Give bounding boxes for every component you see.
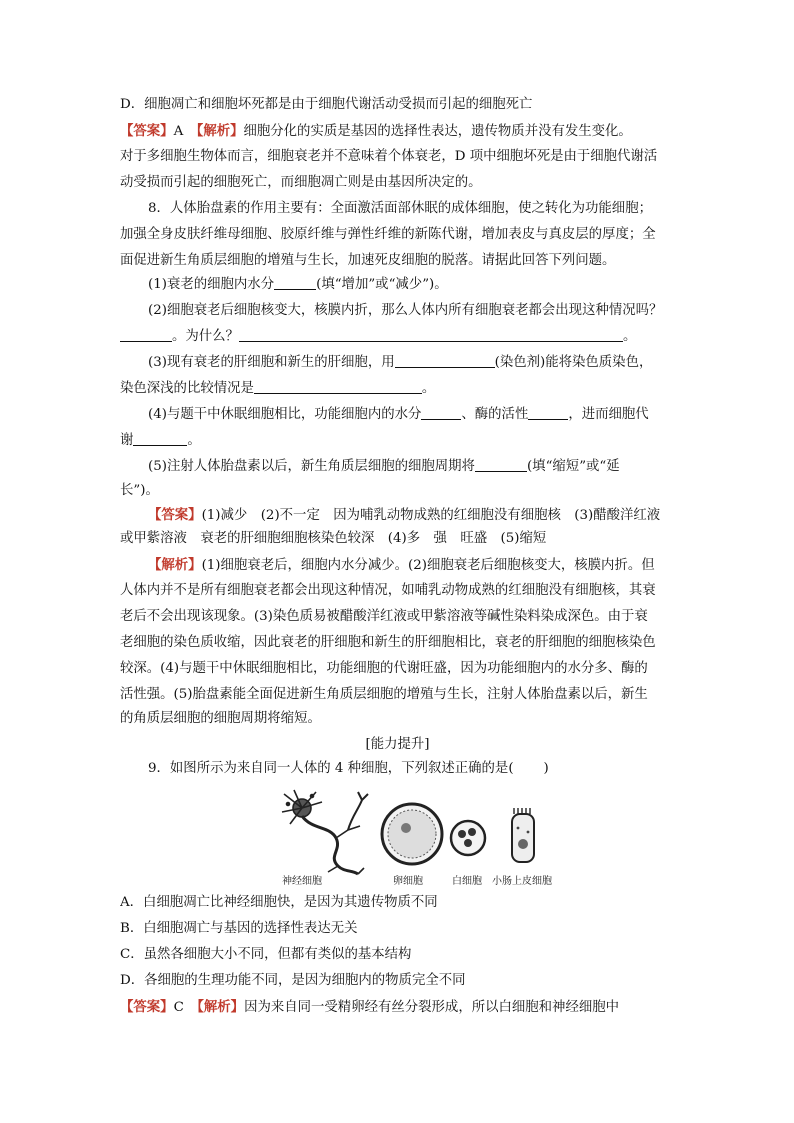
sub-question-5-line-2 <box>120 482 675 500</box>
sub-question-text: ，进而细胞代 <box>568 407 649 422</box>
sub-question-text: (染色剂)能将染色质染色， <box>494 355 653 370</box>
analysis-text: 较深。(4)与题干中休眠细胞相比，功能细胞的代谢旺盛，因为功能细胞内的水分多、酶的 <box>120 661 648 676</box>
cells-figure <box>272 786 562 890</box>
analysis-8-line-2 <box>120 582 675 600</box>
answer-value: C <box>173 1000 198 1015</box>
egg-cell-icon <box>382 804 442 864</box>
sub-question-text: (5)注射人体胎盘素以后，新生角质层细胞的细胞周期将 <box>148 459 475 474</box>
answer-tag: 【答案】 <box>120 123 174 139</box>
sub-question-text: 。 <box>187 433 201 448</box>
analysis-line-3 <box>120 174 675 192</box>
question-8-stem <box>148 200 675 218</box>
answer-tag: 【答案】 <box>148 507 202 523</box>
blank[interactable] <box>528 406 568 420</box>
option-c-text: C．虽然各细胞大小不同，但都有类似的基本结构 <box>120 947 412 962</box>
sub-question-4-line-2 <box>120 432 675 450</box>
option-d-text: D．细胞凋亡和细胞坏死都是由于细胞代谢活动受损而引起的细胞死亡 <box>120 97 533 112</box>
analysis-8-line-5 <box>120 660 675 678</box>
intestinal-epithelial-cell-icon <box>512 808 534 862</box>
option-c[interactable] <box>120 946 675 964</box>
question-text: 面促进新生角质层细胞的增殖与生长，加速死皮细胞的脱落。请据此回答下列问题。 <box>120 253 616 268</box>
cells-illustration <box>272 786 562 876</box>
blank[interactable] <box>133 432 187 446</box>
analysis-text: 老细胞的染色质收缩，因此衰老的肝细胞和新生的肝细胞相比，衰老的肝细胞的细胞核染色 <box>120 635 656 650</box>
blank[interactable] <box>254 380 422 394</box>
analysis-text: 细胞分化的实质是基因的选择性表达，遗传物质并没有发生变化。 <box>243 124 632 139</box>
sub-question-text: (填“缩短”或“延 <box>526 459 620 474</box>
section-heading <box>120 736 675 754</box>
sub-question-3 <box>148 354 675 372</box>
blank[interactable] <box>421 406 461 420</box>
blank[interactable] <box>120 328 172 342</box>
option-d-text: D．各细胞的生理功能不同，是因为细胞内的物质完全不同 <box>120 973 466 988</box>
sub-question-text: 。 <box>622 329 637 344</box>
question-8-stem-3 <box>120 252 675 270</box>
egg-cell-label: 卵细胞 <box>393 876 423 887</box>
sub-question-text: 、酶的活性 <box>461 407 529 422</box>
sub-question-text: 。 <box>421 381 436 396</box>
sub-question-text: 谢 <box>120 433 134 448</box>
blank[interactable] <box>475 458 527 472</box>
sub-question-text: (填“增加”或“减少”)。 <box>316 277 448 292</box>
sub-question-3-line-2 <box>120 380 675 398</box>
option-a[interactable] <box>120 894 675 912</box>
answer-text: 或甲紫溶液 衰老的肝细胞细胞核染色较深 (4)多 强 旺盛 (5)缩短 <box>120 531 547 546</box>
answer-line-8-2 <box>120 530 675 548</box>
sub-question-text: (2)细胞衰老后细胞核变大，核膜内折，那么人体内所有细胞衰老都会出现这种情况吗？ <box>148 303 663 318</box>
analysis-line-2 <box>120 148 675 166</box>
answer-tag: 【答案】 <box>120 999 174 1015</box>
blank[interactable] <box>274 276 316 290</box>
analysis-8-line-7 <box>120 710 675 728</box>
analysis-8-line-4 <box>120 634 675 652</box>
question-text: ) <box>543 761 549 776</box>
analysis-8 <box>148 556 675 575</box>
sub-question-1 <box>148 276 675 294</box>
option-b-text: B．白细胞凋亡与基因的选择性表达无关 <box>120 921 358 936</box>
sub-question-text: 。为什么？ <box>172 329 239 344</box>
option-d[interactable] <box>120 972 675 990</box>
answer-line-8 <box>148 506 675 525</box>
neuron-label: 神经细胞 <box>282 876 322 887</box>
answer-line-7 <box>120 122 675 141</box>
analysis-tag: 【解析】 <box>197 999 245 1015</box>
sub-question-2-line-2 <box>120 328 675 346</box>
sub-question-5 <box>148 458 675 476</box>
analysis-text: 对于多细胞生物体而言，细胞衰老并不意味着个体衰老，D 项中细胞坏死是由于细胞代谢活 <box>120 149 658 164</box>
analysis-tag: 【解析】 <box>196 123 244 139</box>
analysis-text: 动受损而引起的细胞死亡，而细胞凋亡则是由基因所决定的。 <box>120 175 482 190</box>
sub-question-text: (4)与题干中休眠细胞相比，功能细胞内的水分 <box>148 407 422 422</box>
neuron-icon <box>282 790 368 874</box>
section-title: [能力提升] <box>365 737 430 752</box>
answer-line-9 <box>120 998 675 1017</box>
question-text: 加强全身皮肤纤维母细胞、胶原纤维与弹性纤维的新陈代谢，增加表皮与真皮层的厚度；全 <box>120 227 656 242</box>
analysis-text: 活性强。(5)胎盘素能全面促进新生角质层细胞的增殖与生长，注射人体胎盘素以后，新生 <box>120 687 648 702</box>
analysis-text: 的角质层细胞的细胞周期将缩短。 <box>120 711 321 726</box>
sub-question-text: (3)现有衰老的肝细胞和新生的肝细胞，用 <box>148 355 395 370</box>
sub-question-text: (1)衰老的细胞内水分 <box>148 277 275 292</box>
analysis-text: 老后不会出现该现象。(3)染色质易被醋酸洋红液或甲紫溶液等碱性染料染成深色。由于衰 <box>120 609 648 624</box>
question-text: 8．人体胎盘素的作用主要有：全面激活面部休眠的成体细胞，使之转化为功能细胞； <box>148 201 652 216</box>
analysis-text: (1)细胞衰老后，细胞内水分减少。(2)细胞衰老后细胞核变大，核膜内折。但 <box>201 558 655 573</box>
sub-question-text: 染色深浅的比较情况是 <box>120 381 254 396</box>
sub-question-2 <box>148 302 675 320</box>
option-b[interactable] <box>120 920 675 938</box>
question-text: 9．如图所示为来自同一人体的 4 种细胞，下列叙述正确的是( <box>148 761 514 776</box>
option-d-prev <box>120 96 675 114</box>
question-9-stem <box>148 760 675 778</box>
sub-question-text: 长”)。 <box>120 483 159 498</box>
question-8-stem-2 <box>120 226 675 244</box>
white-blood-cell-icon <box>451 821 485 855</box>
intestinal-cell-label: 小肠上皮细胞 <box>492 876 552 887</box>
blank[interactable] <box>239 328 623 342</box>
analysis-8-line-3 <box>120 608 675 626</box>
analysis-8-line-6 <box>120 686 675 704</box>
answer-value: A <box>173 124 197 139</box>
analysis-tag: 【解析】 <box>148 557 202 573</box>
analysis-text: 人体内并不是所有细胞衰老都会出现这种情况，如哺乳动物成熟的红细胞没有细胞核，其衰 <box>120 583 656 598</box>
blank[interactable] <box>395 354 495 368</box>
sub-question-4 <box>148 406 675 424</box>
white-blood-cell-label: 白细胞 <box>452 876 482 887</box>
analysis-text: 因为来自同一受精卵经有丝分裂形成，所以白细胞和神经细胞中 <box>244 1000 620 1015</box>
option-a-text: A．白细胞凋亡比神经细胞快，是因为其遗传物质不同 <box>120 895 438 910</box>
answer-text: (1)减少 (2)不一定 因为哺乳动物成熟的红细胞没有细胞核 (3)醋酸洋红液 <box>201 508 661 523</box>
